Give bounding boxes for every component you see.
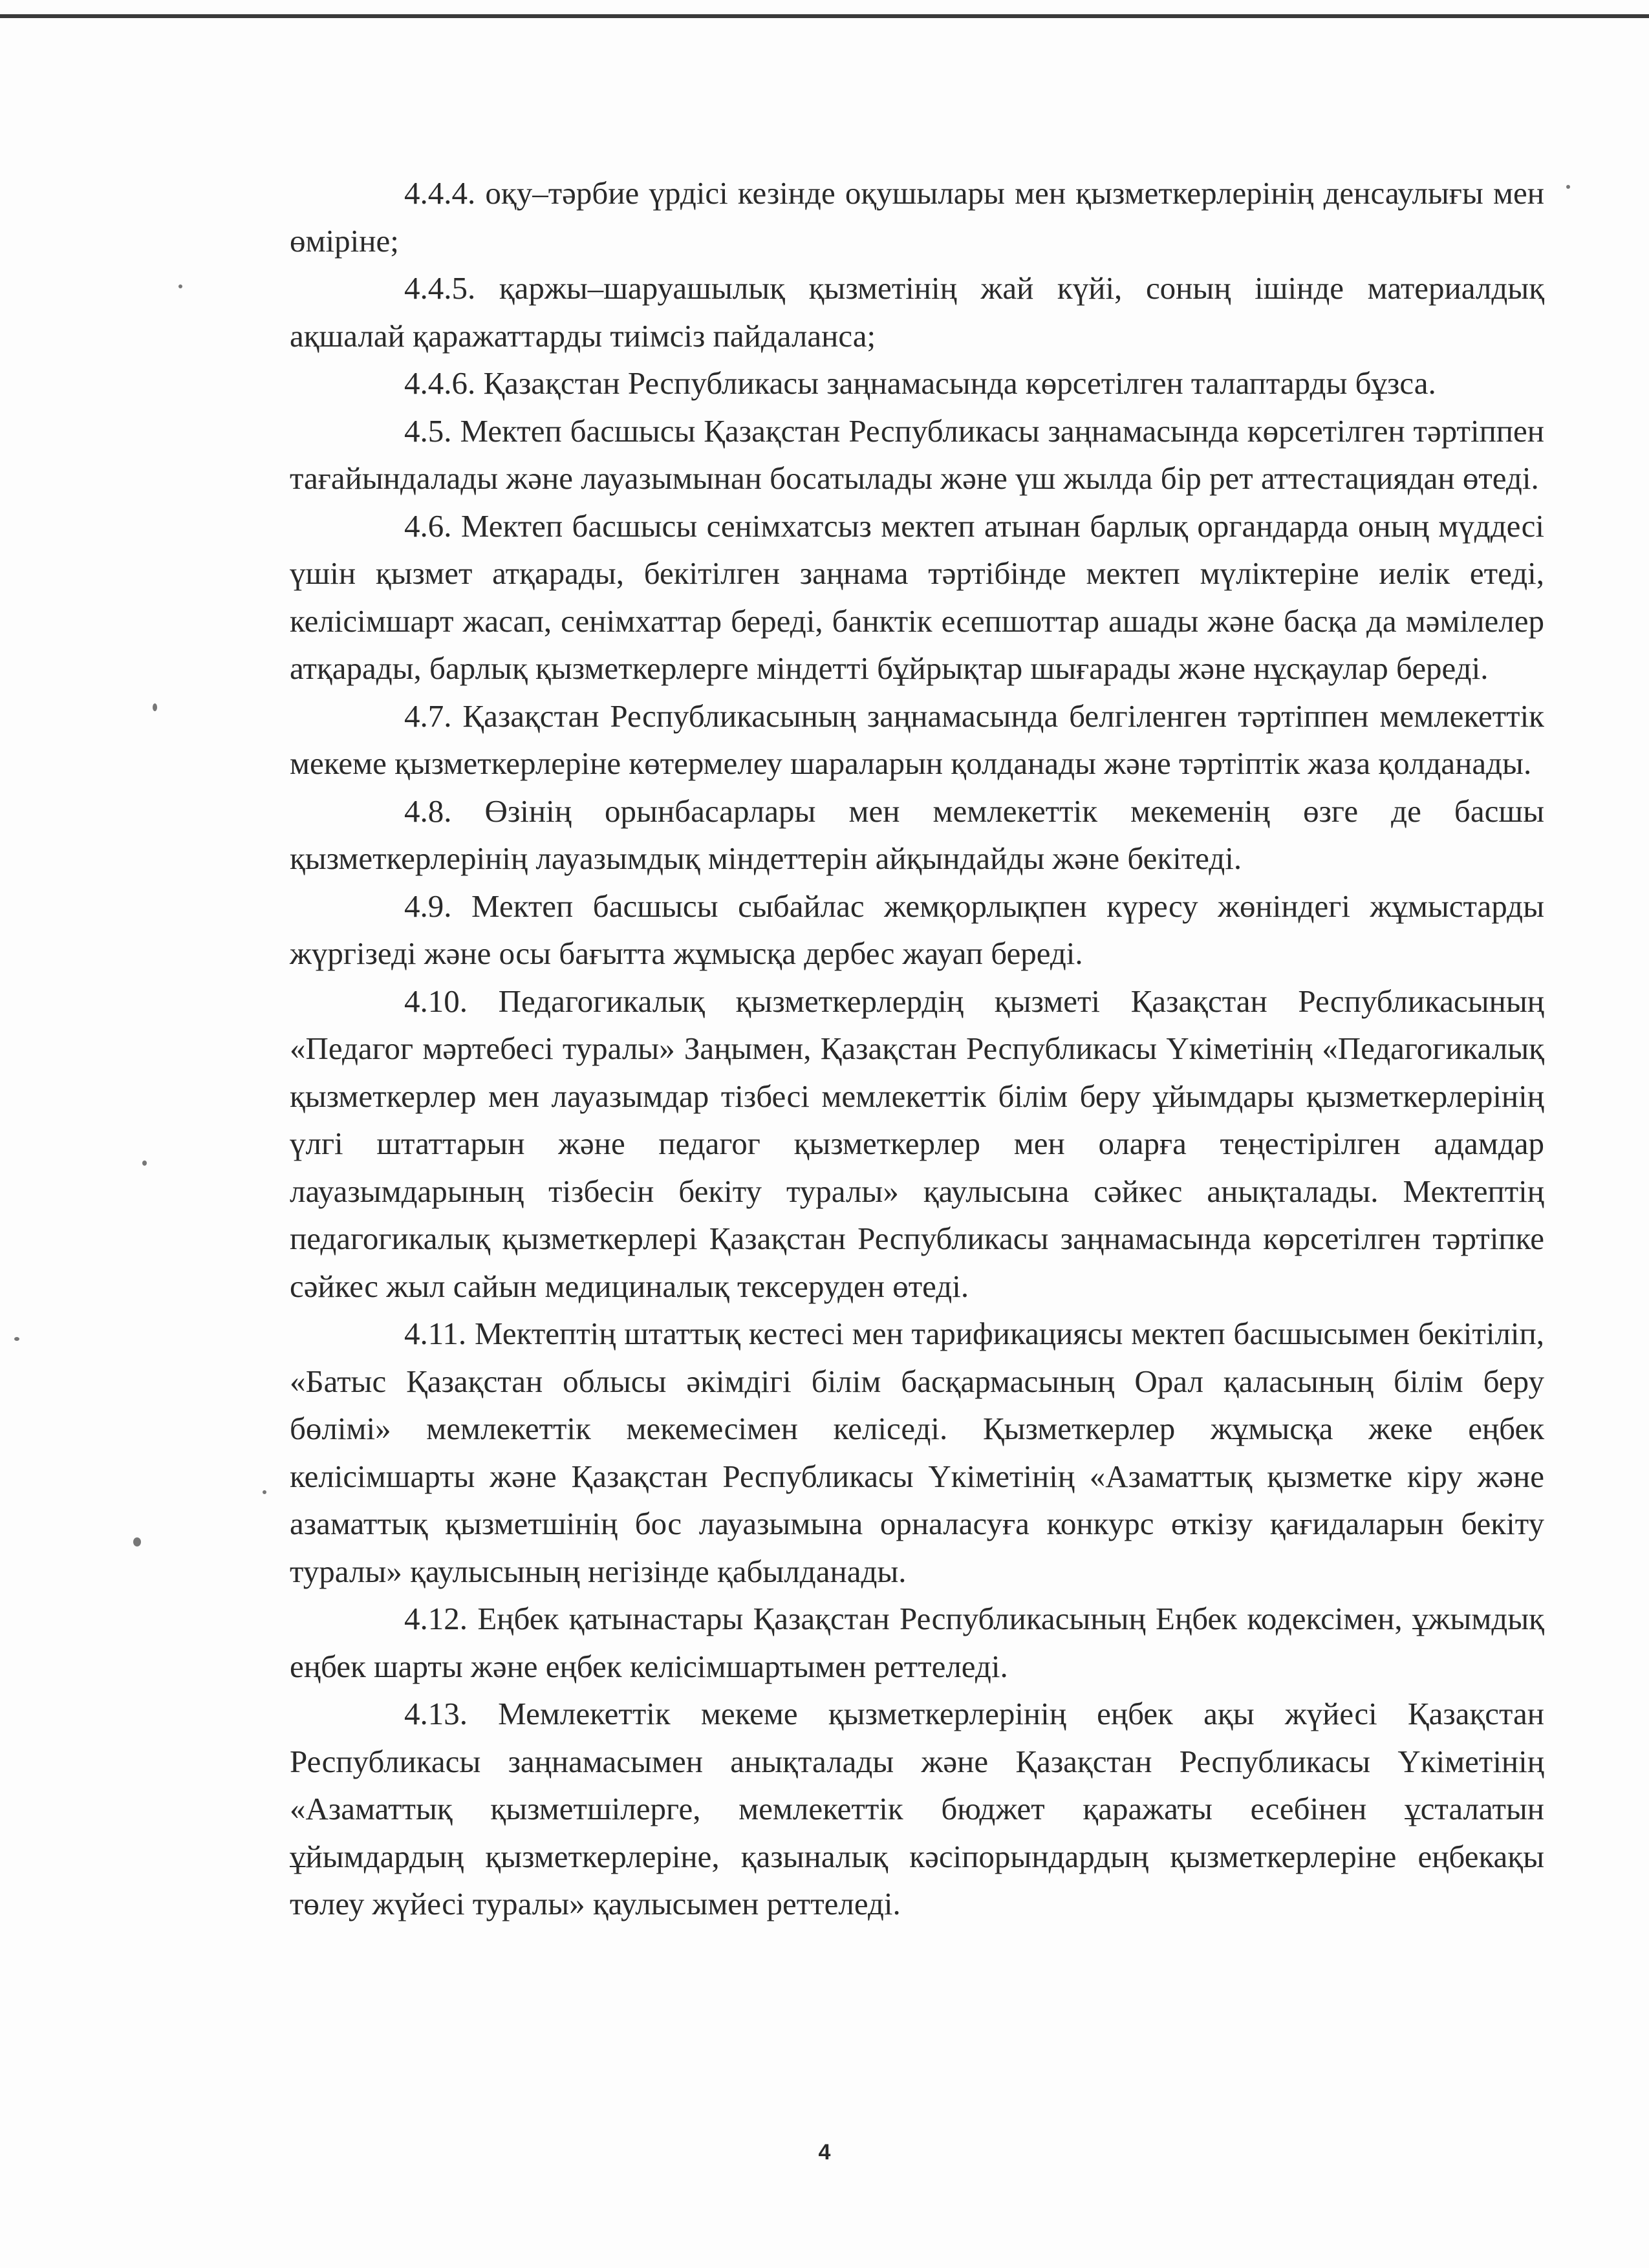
paragraph-4-4-4: 4.4.4. оқу–тәрбие үрдісі кезінде оқушылары мен қызметкерлерінің денсаулығы мен өміріне; <box>290 175 1544 259</box>
scan-speck <box>263 1490 266 1494</box>
scan-speck <box>178 284 182 288</box>
document-body <box>290 169 1544 1928</box>
paragraph-4-6: 4.6. Мектеп басшысы сенімхатсыз мектеп атынан барлық органдарда оның мүддесі үшін қызмет атқарады, бекітілген заңнама тәртібінде мектеп мүліктеріне иелік етеді, келісімшарт жасап, сенімхаттар береді, банктік есепшоттар ашады және басқа да мәмілелер атқарады, барлық қызметкерлерге міндетті бұйрықтар шығарады және нұсқаулар береді. <box>290 508 1544 686</box>
scan-speck <box>153 703 157 711</box>
scan-speck <box>142 1161 147 1166</box>
paragraph-4-12: 4.12. Еңбек қатынастары Қазақстан Республикасының Еңбек кодексімен, ұжымдық еңбек шарты және еңбек келісімшартымен реттеледі. <box>290 1601 1544 1684</box>
paragraph-4-5: 4.5. Мектеп басшысы Қазақстан Республикасы заңнамасында көрсетілген тәртіппен тағайындалады және лауазымынан босатылады және үш жылда бір рет аттестациядан өтеді. <box>290 412 1544 496</box>
page-number: 4 <box>818 2140 831 2165</box>
paragraph-4-11: 4.11. Мектептің штаттық кестесі мен тарификациясы мектеп басшысымен бекітіліп, «Батыс Қазақстан облысы әкімдігі білім басқармасының Орал қаласының білім беру бөлімі» мемлекеттік мекемесімен келіседі. Қызметкерлер жұмысқа жеке еңбек келісімшарты және Қазақстан Республикасы Үкіметінің «Азаматтық қызметке кіру және азаматтық қызметшінің бос лауазымына орналасуға конкурс өткізу қағидаларын бекіту туралы» қаулысының негізінде қабылданады. <box>290 1316 1544 1589</box>
paragraph-4-4-5: 4.4.5. қаржы–шаруашылық қызметінің жай күйі, соның ішінде материалдық ақшалай қаражаттарды тиімсіз пайдаланса; <box>290 270 1544 354</box>
paragraph-4-7: 4.7. Қазақстан Республикасының заңнамасында белгіленген тәртіппен мемлекеттік мекеме қызметкерлеріне көтермелеу шараларын қолданады және тәртіптік жаза қолданады. <box>290 698 1544 781</box>
paragraph-4-10: 4.10. Педагогикалық қызметкерлердің қызметі Қазақстан Республикасының «Педагог мәртебесі туралы» Заңымен, Қазақстан Республикасы Үкіметінің «Педагогикалық қызметкерлер мен лауазымдар тізбесі мемлекеттік білім беру ұйымдары қызметкерлерінің үлгі штаттарын және педагог қызметкерлер мен оларға теңестірілген адамдар лауазымдарының тізбесін бекіту туралы» қаулысына сәйкес анықталады. Мектептің педагогикалық қызметкерлері Қазақстан Республикасы заңнамасында көрсетілген тәртіпке сәйкес жыл сайын медициналық тексеруден өтеді. <box>290 983 1544 1304</box>
scan-speck <box>14 1337 19 1341</box>
scan-top-border <box>0 14 1649 18</box>
paragraph-4-13: 4.13. Мемлекеттік мекеме қызметкерлерінің еңбек ақы жүйесі Қазақстан Республикасы заңнамасымен анықталады және Қазақстан Республикасы Үкіметінің «Азаматтық қызметшілерге, мемлекеттік бюджет қаражаты есебінен ұсталатын ұйымдардың қызметкерлеріне, қазыналық кәсіпорындардың қызметкерлеріне еңбекақы төлеу жүйесі туралы» қаулысымен реттеледі. <box>290 1696 1544 1921</box>
scan-speck <box>1566 185 1570 189</box>
paragraph-4-9: 4.9. Мектеп басшысы сыбайлас жемқорлықпен күресу жөніндегі жұмыстарды жүргізеді және осы бағытта жұмысқа дербес жауап береді. <box>290 888 1544 971</box>
scan-speck <box>133 1537 141 1546</box>
paragraph-4-4-6: 4.4.6. Қазақстан Республикасы заңнамасында көрсетілген талаптарды бұзса. <box>404 365 1436 401</box>
paragraph-4-8: 4.8. Өзінің орынбасарлары мен мемлекеттік мекеменің өзге де басшы қызметкерлерінің лауазымдық міндеттерін айқындайды және бекітеді. <box>290 793 1544 876</box>
